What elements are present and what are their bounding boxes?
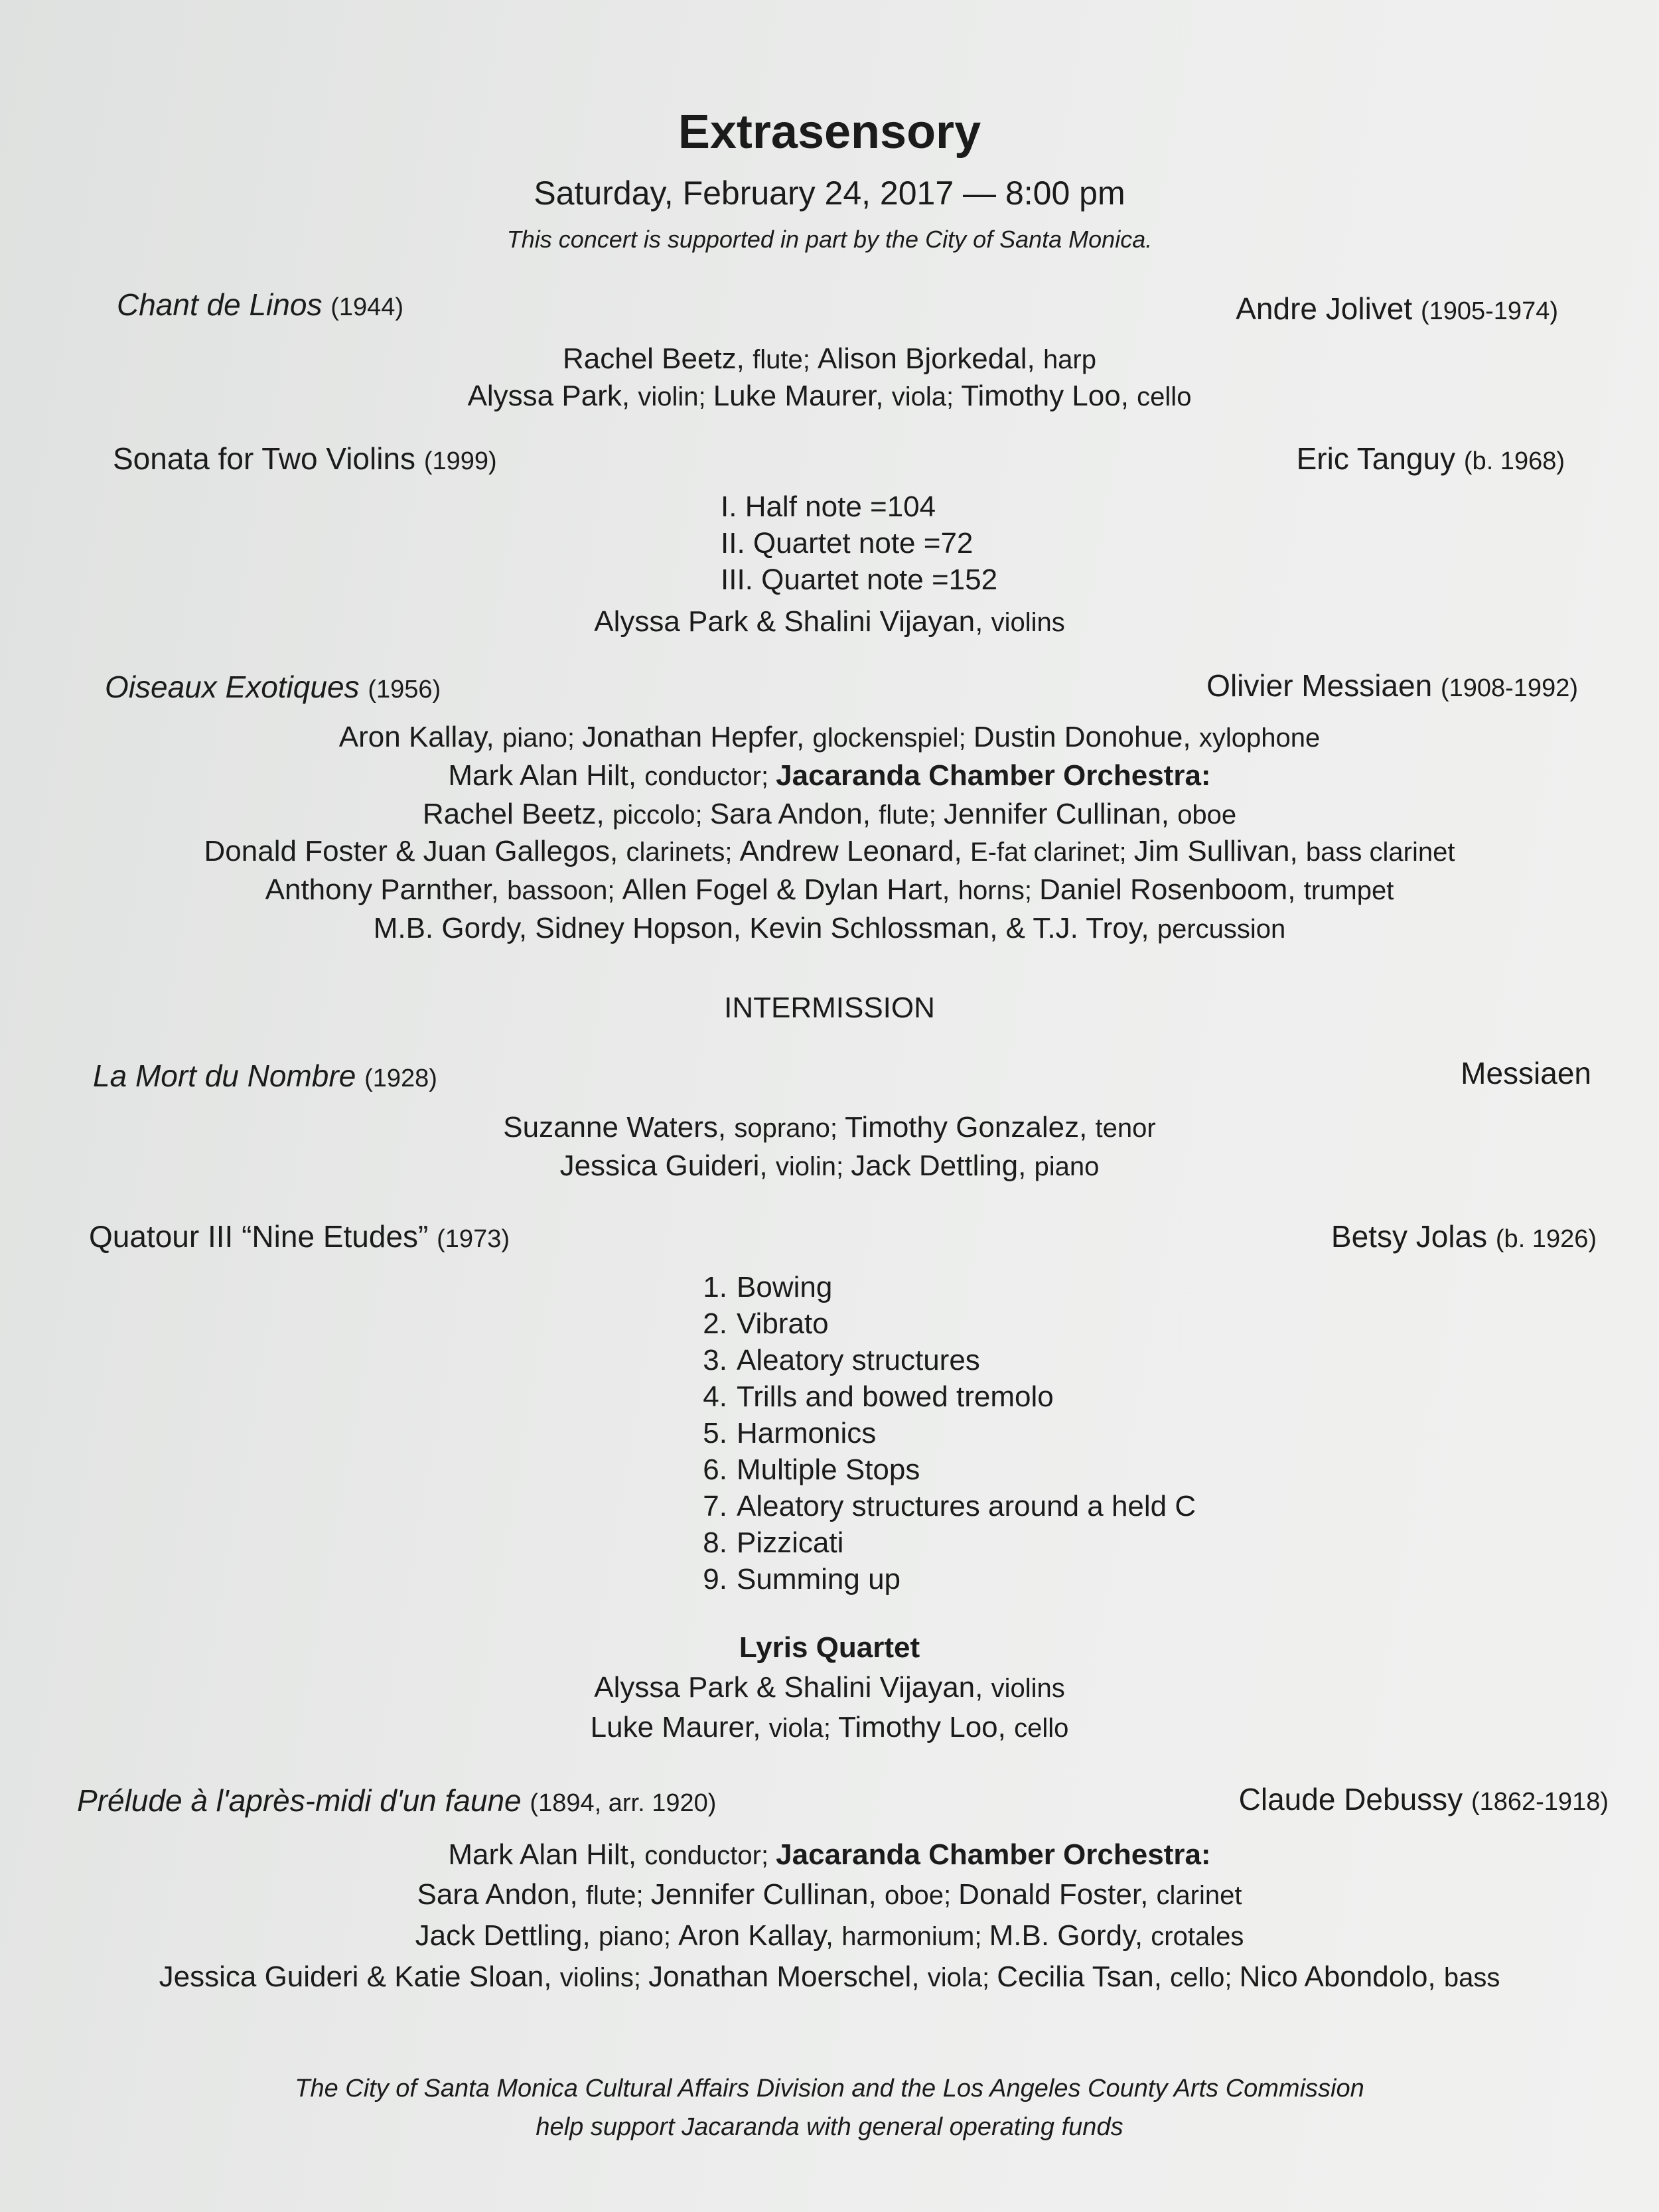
performer-line	[0, 1878, 1659, 1911]
performer-name: Mark Alan Hilt,	[448, 1838, 645, 1871]
composer-dates: (1862-1918)	[1471, 1788, 1609, 1816]
performer-name: Rachel Beetz,	[562, 342, 753, 375]
performer-role: harp	[1043, 345, 1096, 374]
composer-name: Olivier Messiaen	[1206, 668, 1433, 703]
performer-line	[0, 798, 1659, 831]
movement-item: 4. Trills and bowed tremolo	[703, 1380, 1054, 1413]
performer-line	[0, 342, 1659, 376]
piece-title-line	[105, 669, 441, 705]
piece-year: (1928)	[364, 1065, 437, 1092]
performer-line	[0, 1919, 1659, 1953]
movement-item: 5. Harmonics	[703, 1417, 877, 1449]
performer-role: harmonium;	[841, 1922, 989, 1951]
performer-name: Mark Alan Hilt,	[448, 759, 645, 792]
performer-role: piccolo;	[612, 800, 710, 830]
performer-role: flute;	[585, 1881, 651, 1910]
performer-line	[0, 835, 1659, 868]
performer-name: Timothy Loo,	[961, 380, 1137, 412]
movement-item: II. Quartet note =72	[721, 527, 974, 559]
ensemble-label: Jacaranda Chamber Orchestra:	[776, 1838, 1211, 1871]
performer-name: Andrew Leonard,	[739, 835, 970, 867]
performer-name: Timothy Loo,	[838, 1711, 1015, 1743]
ensemble-label: Jacaranda Chamber Orchestra:	[776, 759, 1211, 792]
performer-line	[0, 1711, 1659, 1744]
performer-role: viola;	[768, 1714, 839, 1743]
performer-name: M.B. Gordy,	[989, 1919, 1151, 1952]
composer-line	[1297, 441, 1565, 477]
performer-role: oboe	[1177, 800, 1237, 830]
performer-role: viola;	[927, 1963, 997, 1992]
performer-role: conductor;	[644, 1841, 776, 1870]
performer-role: clarinet	[1156, 1881, 1242, 1910]
performer-role: oboe;	[884, 1881, 959, 1910]
performer-role: bassoon;	[507, 876, 622, 905]
performer-name: Cecilia Tsan,	[997, 1960, 1171, 1993]
performer-name: Jessica Guideri,	[559, 1149, 776, 1182]
ensemble-name: Lyris Quartet	[739, 1631, 920, 1664]
piece-title-line	[77, 1783, 716, 1818]
performer-role: bass clarinet	[1305, 838, 1455, 867]
piece-title-line	[89, 1218, 510, 1254]
support-note: This concert is supported in part by the City of Santa Monica.	[506, 226, 1153, 253]
performer-line	[0, 1960, 1659, 1994]
performer-role: violins	[991, 1674, 1065, 1703]
concert-date: Saturday, February 24, 2017 — 8:00 pm	[534, 175, 1125, 212]
performer-role: cello	[1014, 1714, 1069, 1743]
movement-item: 9. Summing up	[703, 1563, 901, 1595]
piece-year: (1894, arr. 1920)	[530, 1789, 717, 1817]
performer-role: clarinets;	[626, 838, 740, 867]
performer-name: Rachel Beetz,	[422, 798, 613, 830]
performer-line	[0, 605, 1659, 638]
performer-role: xylophone	[1198, 723, 1321, 753]
composer-dates: (1908-1992)	[1440, 674, 1578, 702]
movement-item: 1. Bowing	[703, 1271, 833, 1303]
performer-name: Allen Fogel & Dylan Hart,	[622, 873, 958, 906]
performer-name: Donald Foster,	[958, 1878, 1157, 1911]
performer-name: Jack Dettling,	[415, 1919, 599, 1952]
composer-dates: (b. 1926)	[1495, 1225, 1597, 1253]
performer-role: violin;	[775, 1152, 851, 1181]
performer-role: flute;	[753, 345, 818, 374]
performer-name: Donald Foster & Juan Gallegos,	[204, 835, 626, 867]
movement-item: III. Quartet note =152	[721, 563, 998, 596]
performer-line	[0, 1149, 1659, 1183]
piece-title: La Mort du Nombre	[93, 1059, 356, 1093]
piece-year: (1973)	[437, 1225, 510, 1253]
movement-item: 3. Aleatory structures	[703, 1344, 980, 1376]
composer-name: Eric Tanguy	[1296, 441, 1456, 476]
performer-name: Suzanne Waters,	[503, 1111, 735, 1143]
piece-year: (1999)	[423, 447, 497, 475]
composer-name: Messiaen	[1461, 1056, 1591, 1090]
performer-name: Jim Sullivan,	[1133, 835, 1306, 867]
movement-list	[721, 488, 997, 598]
performer-name: Dustin Donohue,	[973, 721, 1199, 753]
performer-name: Luke Maurer,	[713, 380, 892, 412]
piece-title: Sonata for Two Violins	[113, 441, 416, 476]
intermission-heading: INTERMISSION	[724, 992, 935, 1024]
performer-name: Timothy Gonzalez,	[845, 1111, 1096, 1143]
movement-item: 8. Pizzicati	[703, 1526, 844, 1559]
performer-line	[0, 912, 1659, 945]
performer-name: Jonathan Moerschel,	[648, 1960, 928, 1993]
footer-line: The City of Santa Monica Cultural Affairs Division and the Los Angeles County Arts Commission	[295, 2075, 1364, 2102]
performer-name: Aron Kallay,	[678, 1919, 842, 1952]
performer-role: cello;	[1170, 1963, 1240, 1992]
performer-role: tenor	[1095, 1114, 1156, 1143]
footer-line: help support Jacaranda with general operating funds	[536, 2113, 1123, 2141]
piece-year: (1944)	[330, 293, 404, 321]
piece-title-line	[113, 441, 497, 477]
composer-line	[1206, 668, 1578, 703]
performer-name: Jessica Guideri & Katie Sloan,	[159, 1960, 560, 1993]
performer-line	[0, 1671, 1659, 1704]
performer-name: Nico Abondolo,	[1239, 1960, 1444, 1993]
movement-item: 6. Multiple Stops	[703, 1453, 920, 1486]
performer-role: E-fat clarinet;	[970, 838, 1134, 867]
performer-name: Jennifer Cullinan,	[650, 1878, 885, 1911]
performer-name: Alyssa Park,	[467, 380, 638, 412]
composer-line	[1236, 291, 1558, 327]
performer-role: violins	[991, 608, 1065, 637]
performer-name: Alison Bjorkedal,	[817, 342, 1043, 375]
composer-name: Andre Jolivet	[1236, 291, 1413, 326]
performer-name: Jonathan Hepfer,	[582, 721, 813, 753]
performer-role: percussion	[1157, 915, 1286, 944]
movement-item: 7. Aleatory structures around a held C	[703, 1490, 1196, 1522]
performer-role: horns;	[958, 876, 1040, 905]
composer-name: Claude Debussy	[1238, 1782, 1463, 1816]
performer-name: Luke Maurer,	[590, 1711, 769, 1743]
composer-name: Betsy Jolas	[1331, 1219, 1488, 1254]
movement-list	[684, 1269, 1196, 1597]
performer-name: M.B. Gordy, Sidney Hopson, Kevin Schlossman, & T.J. Troy,	[373, 912, 1157, 944]
piece-title-line	[93, 1058, 437, 1094]
performer-line	[0, 759, 1659, 792]
composer-line	[1239, 1781, 1609, 1817]
performer-name: Anthony Parnther,	[265, 873, 508, 906]
composer-line	[1461, 1055, 1591, 1091]
performer-line	[0, 721, 1659, 754]
piece-title: Chant de Linos	[117, 287, 323, 322]
performer-role: violins;	[559, 1963, 649, 1992]
performer-role: crotales	[1151, 1922, 1244, 1951]
performer-name: Daniel Rosenboom,	[1039, 873, 1304, 906]
piece-title-line	[117, 287, 403, 323]
performer-name: Jennifer Cullinan,	[943, 798, 1178, 830]
performer-role: piano;	[598, 1922, 679, 1951]
performer-role: violin;	[638, 382, 713, 411]
composer-line	[1331, 1218, 1597, 1254]
performer-name: Aron Kallay,	[338, 721, 502, 753]
piece-title: Prélude à l'après-midi d'un faune	[77, 1783, 522, 1818]
piece-title: Quatour III “Nine Etudes”	[89, 1219, 429, 1254]
performer-role: soprano;	[734, 1114, 845, 1143]
performer-name: Alyssa Park & Shalini Vijayan,	[594, 1671, 991, 1704]
composer-dates: (b. 1968)	[1463, 447, 1565, 475]
performer-role: flute;	[879, 800, 944, 830]
performer-name: Sara Andon,	[417, 1878, 586, 1911]
performer-role: cello	[1137, 382, 1192, 411]
performer-line	[0, 1838, 1659, 1872]
performer-line	[0, 873, 1659, 907]
performer-line	[0, 380, 1659, 413]
performer-name: Sara Andon,	[709, 798, 879, 830]
performer-line	[0, 1111, 1659, 1144]
performer-role: bass	[1443, 1963, 1500, 1992]
performer-role: piano	[1034, 1152, 1100, 1181]
piece-year: (1956)	[368, 676, 441, 703]
piece-title: Oiseaux Exotiques	[105, 670, 360, 704]
performer-role: viola;	[891, 382, 962, 411]
performer-name: Alyssa Park & Shalini Vijayan,	[594, 605, 991, 638]
program-title: Extrasensory	[678, 106, 981, 159]
movement-item: 2. Vibrato	[703, 1307, 829, 1340]
movement-item: I. Half note =104	[721, 490, 936, 523]
performer-role: conductor;	[644, 762, 776, 791]
performer-name: Jack Dettling,	[851, 1149, 1035, 1182]
performer-role: trumpet	[1303, 876, 1394, 905]
performer-role: glockenspiel;	[812, 723, 974, 753]
performer-role: piano;	[502, 723, 583, 753]
composer-dates: (1905-1974)	[1420, 297, 1558, 325]
